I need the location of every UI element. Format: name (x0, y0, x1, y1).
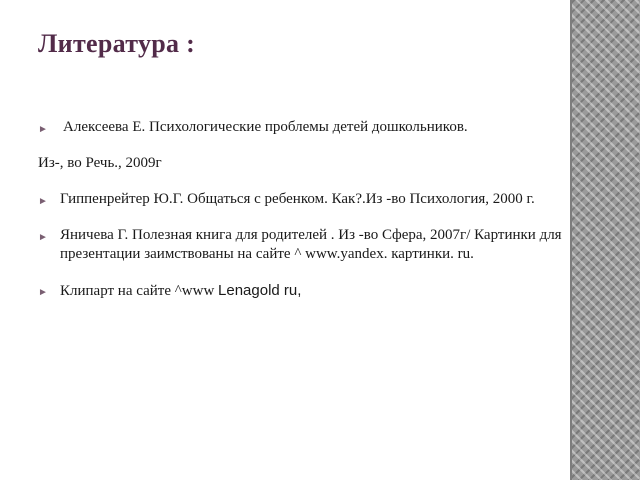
list-item-text-suffix: Lenagold ru, (218, 282, 302, 299)
list-item-text: Алексеева Е. Психологические проблемы детей дошкольников. (63, 119, 468, 135)
slide-title: Литература : (38, 29, 196, 58)
list-item-text: Яничева Г. Полезная книга для родителей . Из -во Сфера, 2007г/ Картинки для презентации заимствованы на сайте ^ www.yandex. картинки. ru. (60, 227, 562, 262)
list-item (38, 190, 563, 209)
bullet-icon: ► (38, 232, 48, 243)
side-band-divider (570, 0, 572, 480)
bullet-icon: ► (38, 196, 48, 207)
bullet-icon: ► (38, 124, 48, 135)
decorative-side-band (570, 0, 640, 480)
bullet-icon: ► (38, 287, 48, 298)
list-item (38, 226, 563, 264)
list-item-text: Гиппенрейтер Ю.Г. Общаться с ребенком. Как?.Из -во Психология, 2000 г. (60, 191, 535, 207)
bibliography-list (38, 118, 563, 318)
list-item (38, 118, 563, 137)
list-item-continuation: Из-, во Речь., 2009г (38, 155, 162, 171)
list-item (38, 281, 563, 301)
list-item-text-prefix: Клипарт на сайте ^www (60, 283, 219, 299)
